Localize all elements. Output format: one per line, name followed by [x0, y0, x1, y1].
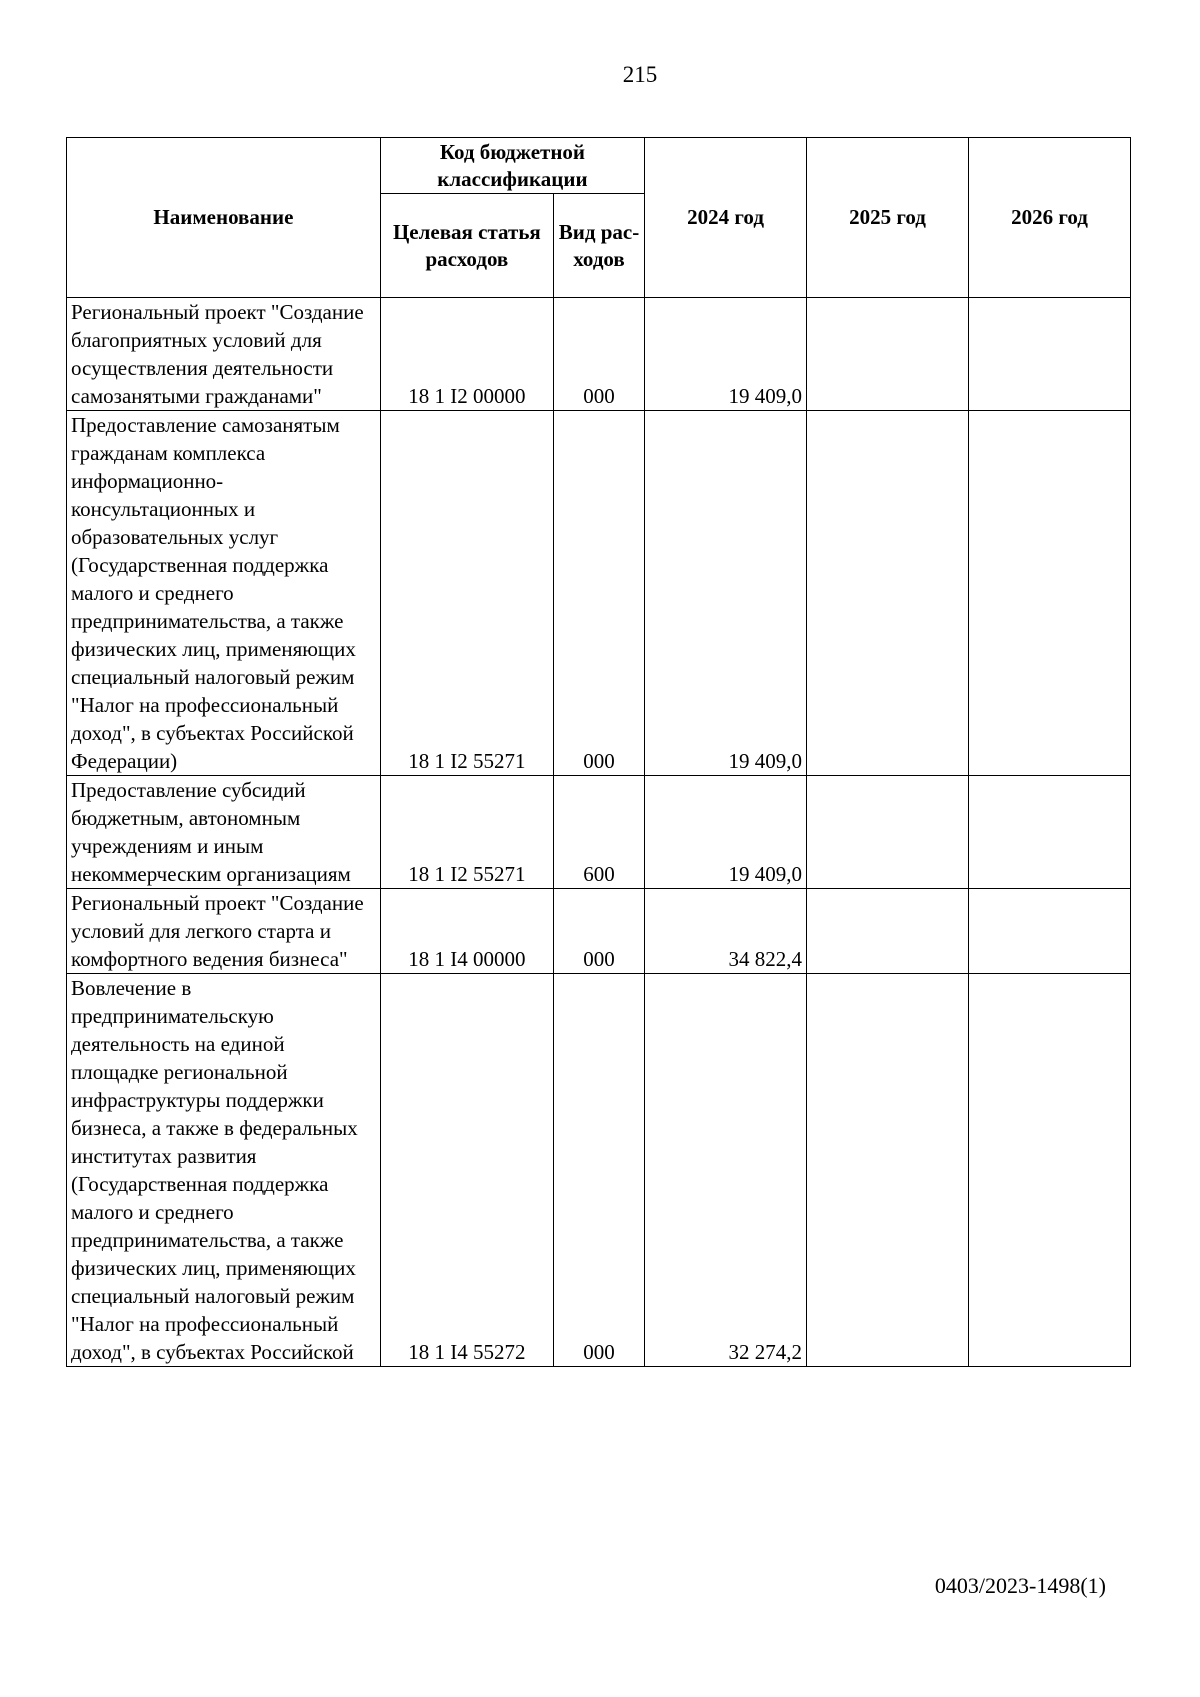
row-amount-2025	[807, 974, 969, 1367]
row-amount-2026	[969, 974, 1131, 1367]
page-number: 215	[622, 62, 658, 87]
row-expense-type: 000	[553, 974, 644, 1367]
row-amount-2026	[969, 776, 1131, 889]
table-row	[67, 974, 1131, 1367]
row-amount-2025	[807, 889, 969, 974]
header-expense-type: Вид рас-ходов	[553, 194, 644, 298]
row-name: Вовлечение в предпринимательскую деятельность на единой площадке региональной инфраструктуры поддержки бизнеса, а также в федеральных институтах развития (Государственная поддержка малого и среднего предпринимательства, а также физических лиц, применяющих специальный налоговый режим "Налог на профессиональный доход", в субъектах Российской	[67, 974, 381, 1367]
header-target-article: Целевая статья расходов	[380, 194, 553, 298]
table-row	[67, 411, 1131, 776]
header-year-2026: 2026 год	[969, 138, 1131, 298]
row-amount-2025	[807, 411, 969, 776]
row-expense-type: 000	[553, 298, 644, 411]
row-amount-2025	[807, 776, 969, 889]
row-amount-2024: 19 409,0	[645, 776, 807, 889]
row-amount-2026	[969, 298, 1131, 411]
row-target-code: 18 1 I2 00000	[380, 298, 553, 411]
row-amount-2026	[969, 411, 1131, 776]
row-amount-2025	[807, 298, 969, 411]
header-year-2025: 2025 год	[807, 138, 969, 298]
header-budget-code: Код бюджетной классификации	[380, 138, 644, 194]
row-expense-type: 000	[553, 411, 644, 776]
row-amount-2024: 19 409,0	[645, 411, 807, 776]
row-amount-2026	[969, 889, 1131, 974]
header-name: Наименование	[67, 138, 381, 298]
row-target-code: 18 1 I2 55271	[380, 776, 553, 889]
row-amount-2024: 32 274,2	[645, 974, 807, 1367]
row-target-code: 18 1 I4 00000	[380, 889, 553, 974]
budget-table	[66, 137, 1131, 1367]
row-name: Предоставление самозанятым гражданам комплекса информационно-консультационных и образовательных услуг (Государственная поддержка малого и среднего предпринимательства, а также физических лиц, применяющих специальный налоговый режим "Налог на профессиональный доход", в субъектах Российской Федерации)	[67, 411, 381, 776]
row-target-code: 18 1 I2 55271	[380, 411, 553, 776]
row-amount-2024: 34 822,4	[645, 889, 807, 974]
row-target-code: 18 1 I4 55272	[380, 974, 553, 1367]
row-name: Региональный проект "Создание благоприятных условий для осуществления деятельности самозанятыми гражданами"	[67, 298, 381, 411]
row-name: Региональный проект "Создание условий для легкого старта и комфортного ведения бизнеса"	[67, 889, 381, 974]
row-amount-2024: 19 409,0	[645, 298, 807, 411]
document-number: 0403/2023-1498(1)	[934, 1573, 1106, 1598]
row-name: Предоставление субсидий бюджетным, автономным учреждениям и иным некоммерческим организациям	[67, 776, 381, 889]
table-row	[67, 298, 1131, 411]
row-expense-type: 600	[553, 776, 644, 889]
header-year-2024: 2024 год	[645, 138, 807, 298]
table-row	[67, 776, 1131, 889]
table-row	[67, 889, 1131, 974]
row-expense-type: 000	[553, 889, 644, 974]
